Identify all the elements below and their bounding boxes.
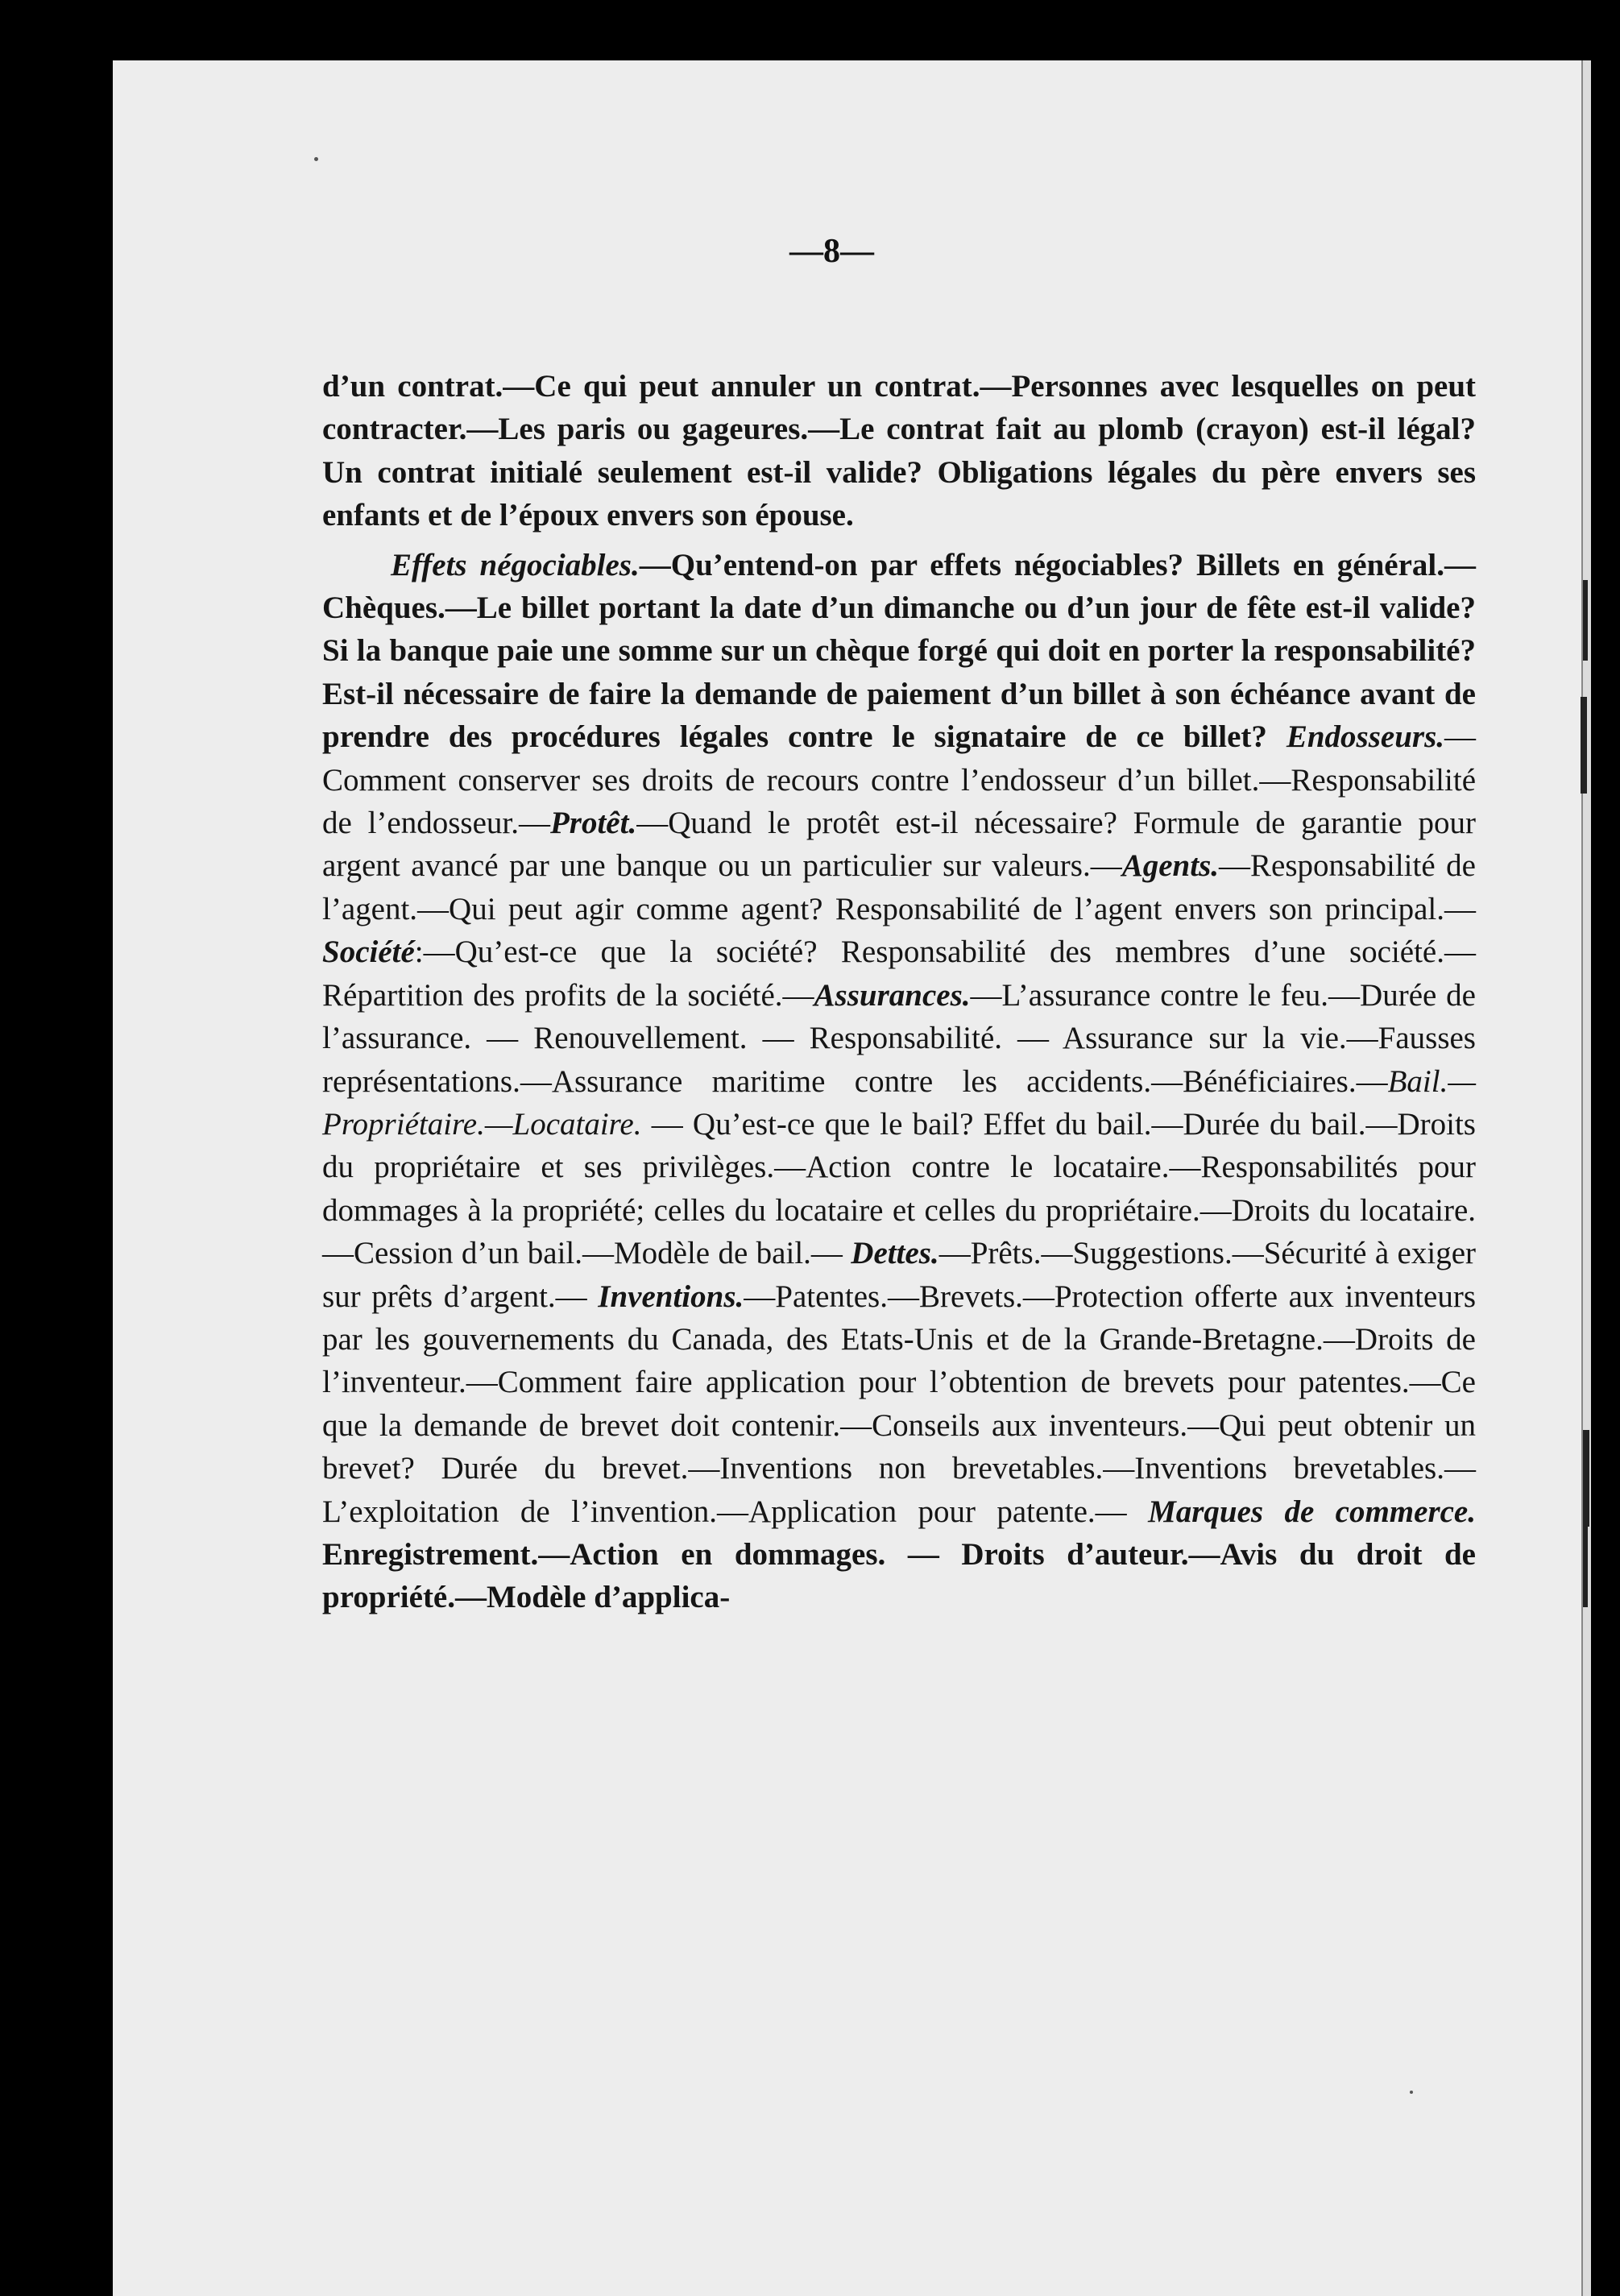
text-segment: —Patentes.—Brevets.—Protection offerte aux inventeurs par les gouvernements du Canada, des Etats-Unis et de la Grande-Bretagne.—Droits de l’inventeur.—Comment faire application pour l’obtention de brevets pour patentes.—Ce que la demande de brevet doit contenir.—Conseils aux inventeurs.—Qui peut obtenir un brevet? Durée du brevet.—Inventions non brevetables.—Inventions brevetables.—L’exploitation de l’invention.—Application pour patente.— [322, 1279, 1476, 1529]
heading-assurances: Assurances. [814, 977, 971, 1013]
scan-mark [1583, 1430, 1589, 1527]
heading-endosseurs: Endosseurs. [1286, 719, 1444, 755]
heading-dettes: Dettes. [851, 1236, 939, 1271]
scan-mark [1581, 697, 1587, 794]
page-body [322, 365, 1476, 1619]
text-segment: —Qu’entend-on par effets négociables? Billets en général.—Chèques.—Le billet portant la date d’un dimanche ou d’un jour de fête est-il valide? Si la banque paie une somme sur un chèque forgé qui doit en porter la responsabilité? Est-il nécessaire de faire la demande de paiement d’un billet à son échéance avant de prendre des procédures légales contre le signataire de ce billet? [322, 547, 1477, 755]
text-segment: — Qu’est-ce que le bail? Effet du bail.—Durée du bail.—Droits du propriétaire et ses privilèges.—Action contre le locataire.—Responsabilités pour dommages à la propriété; celles du locataire et celles du propriétaire.—Droits du locataire.—Cession d’un bail.—Modèle de bail.— [322, 1106, 1476, 1271]
text-segment: —Comment conserver ses droits de recours contre l’endosseur d’un billet.—Responsabilité de l’endosseur.— [322, 719, 1476, 841]
text-segment: —L’assurance contre le feu.—Durée de l’assurance. — Renouvellement. — Responsabilité. — Assurance sur la vie.—Fausses représentations.—Assurance maritime contre les accidents.—Bénéficiaires.— [322, 977, 1476, 1099]
page-number: —8— [789, 233, 874, 270]
scan-mark [1583, 580, 1588, 661]
text-segment: Enregistrement.—Action en dommages. — Droits d’auteur.—Avis du droit de propriété.—Modèle d’applica- [322, 1536, 1476, 1615]
text-segment: —Prêts.—Suggestions.—Sécurité à exiger sur prêts d’argent.— [322, 1236, 1476, 1314]
heading-bail: Bail.—Propriétaire.—Locataire. [322, 1063, 1476, 1142]
text-segment: —Quand le protêt est-il nécessaire? Formule de garantie pour argent avancé par une banque ou un particulier sur valeurs.— [322, 806, 1476, 884]
text-segment: —Responsabilité de l’agent.—Qui peut agir comme agent? Responsabilité de l’agent envers son principal.— [322, 848, 1476, 926]
scan-mark [1583, 1519, 1588, 1607]
scan-speck [314, 157, 318, 161]
heading-agents: Agents. [1121, 848, 1220, 884]
paragraph-contracts: d’un contrat.—Ce qui peut annuler un contrat.—Personnes avec lesquelles on peut contracter.—Les paris ou gageures.—Le contrat fait au plomb (crayon) est-il légal? Un contrat initialé seulement est-il valide? Obligations légales du père envers ses enfants et de l’époux envers son épouse. [322, 369, 1476, 533]
scan-speck [1410, 2091, 1413, 2094]
page-edge [1581, 60, 1591, 2296]
paragraph-effets-negociables [322, 544, 1476, 1619]
heading-marques: Marques de commerce. [1148, 1494, 1476, 1529]
text-segment: :—Qu’est-ce que la société? Responsabilité des membres d’une société.—Répartition des profits de la société.— [322, 935, 1476, 1013]
heading-effets-negociables: Effets négociables. [391, 547, 640, 582]
heading-inventions: Inventions. [598, 1279, 744, 1314]
heading-protet: Protêt. [549, 806, 637, 841]
scanned-page [113, 60, 1591, 2296]
heading-societe: Société [322, 935, 415, 970]
